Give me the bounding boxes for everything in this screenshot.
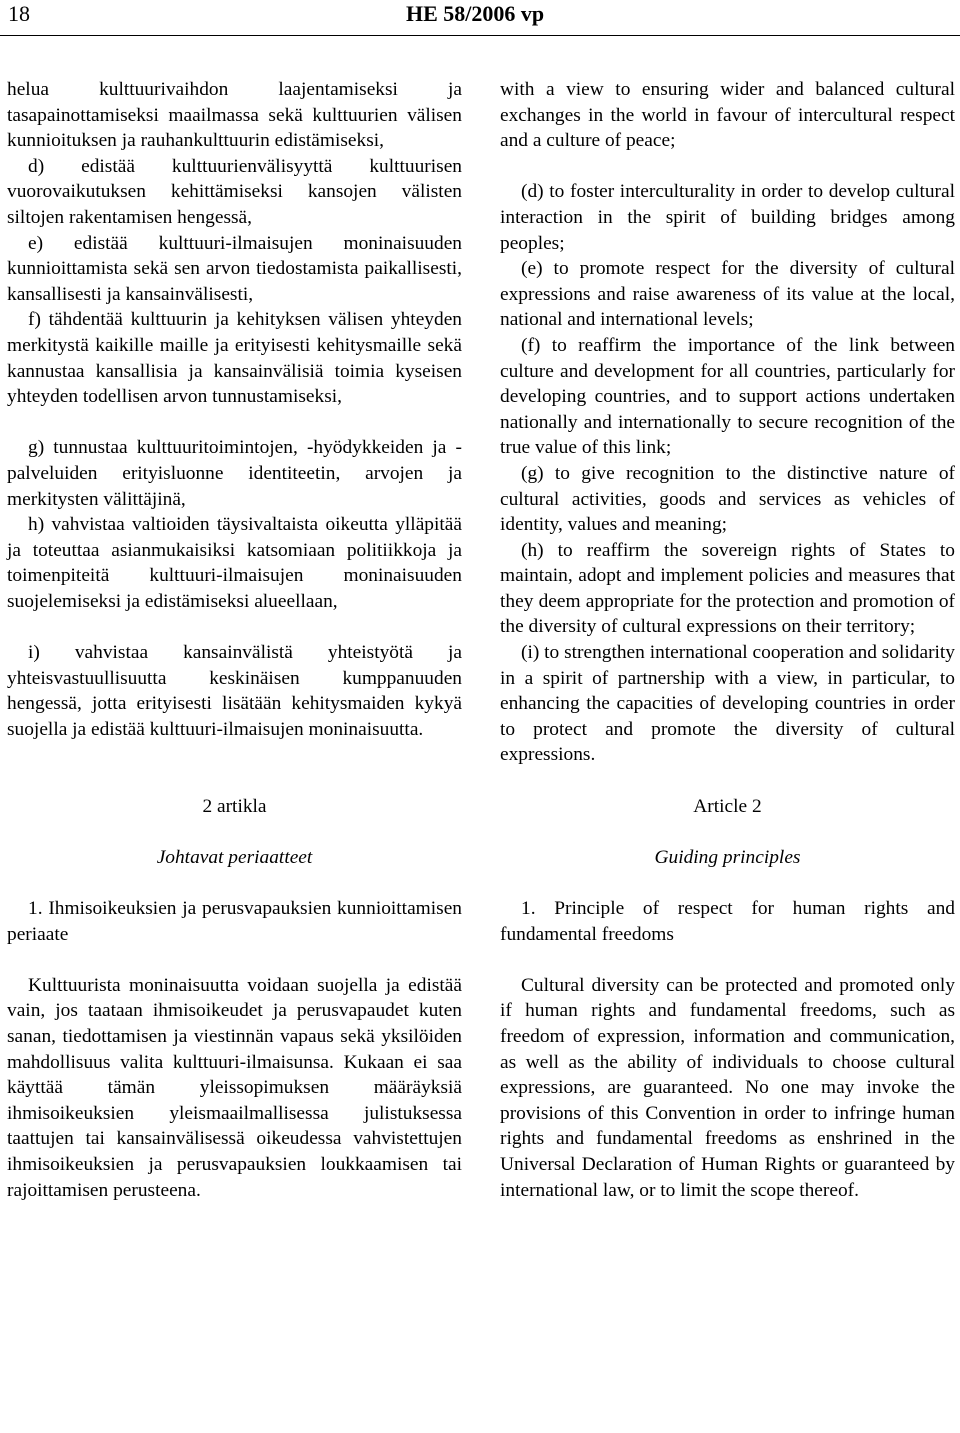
- en-item-h: (h) to reaffirm the sovereign rights of States to maintain, adopt and implement policies and measures that they deem appropriate for the protection and promotion of the diversity of cultural expressions on their territory;: [500, 539, 955, 638]
- document-id: HE 58/2006 vp: [406, 1, 545, 26]
- en-item-f: (f) to reaffirm the importance of the link between culture and development for all countries, particularly for developing countries, and to support actions undertaken nationally and internationally to secure recognition of the true value of this link;: [500, 334, 955, 459]
- fi-item-e: e) edistää kulttuuri-ilmaisujen moninaisuuden kunnioittamista sekä sen arvon tiedostamista paikallisesti, kansallisesti ja kansainvälisesti,: [7, 232, 462, 305]
- fi-article-title: Johtavat periaatteet: [156, 846, 313, 868]
- page-header: [0, 0, 960, 36]
- page-number: 18: [8, 1, 30, 26]
- fi-item-f: f) tähdentää kulttuurin ja kehityksen välisen yhteyden merkitystä kaikille maille ja erityisesti kehitysmaille sekä kannustaa kansallisia ja kansainvälisiä toimia kyseisen yhteyden todellisen arvon tunnustamiseksi,: [7, 309, 462, 408]
- fi-item-h: h) vahvistaa valtioiden täysivaltaista oikeutta ylläpitää ja toteuttaa asianmukaisiksi katsomiaan politiikkoja ja toimenpiteitä kulttuuri-ilmaisujen moninaisuuden suojelemiseksi ja edistämiseksi alueellaan,: [7, 514, 462, 612]
- fi-principle-title: 1. Ihmisoikeuksien ja perusvapauksien kunnioittamisen periaate: [7, 898, 462, 945]
- en-intro: with a view to ensuring wider and balanced cultural exchanges in the world in favour of intercultural respect and a culture of peace;: [500, 79, 955, 152]
- en-principle-body: Cultural diversity can be protected and promoted only if human rights and fundamental freedoms, such as freedom of expression, information and communication, as well as the ability of individuals to choose cultural expressions, are guaranteed. No one may invoke the provisions of this Convention in order to infringe human rights and fundamental freedoms as enshrined in the Universal Declaration of Human Rights or guaranteed by international law, or to limit the scope thereof.: [500, 974, 955, 1201]
- en-principle-title: 1. Principle of respect for human rights and fundamental freedoms: [500, 898, 955, 945]
- en-item-e: (e) to promote respect for the diversity of cultural expressions and raise awareness of its value at the local, national and international levels;: [500, 258, 955, 331]
- fi-principle-body: Kulttuurista moninaisuutta voidaan suojella ja edistää vain, jos taataan ihmisoikeudet ja perusvapaudet kuten sanan, tiedottamisen ja viestinnän vapaus sekä yksilöiden mahdollisuus valita kulttuuri-ilmaisunsa. Kukaan ei saa käyttää tämän yleissopimuksen määräyksiä ihmisoikeuksien yleismaailmallisessa julistuksessa taattujen tai kansainvälisessä oikeudessa vahvistettujen ihmisoikeuksien ja perusvapauksien loukkaamisen tai rajoittamisen perusteena.: [7, 974, 462, 1201]
- en-item-d: (d) to foster interculturality in order to develop cultural interaction in the spirit of building bridges among peoples;: [500, 181, 955, 254]
- en-item-i: (i) to strengthen international cooperation and solidarity in a spirit of partnership with a view, in particular, to enhancing the capacities of developing countries in order to protect and promote the diversity of cultural expressions.: [500, 642, 956, 766]
- finnish-column: [7, 77, 462, 1203]
- english-column: [500, 77, 955, 1203]
- en-item-g: (g) to give recognition to the distinctive nature of cultural activities, goods and services as vehicles of identity, values and meaning;: [500, 462, 955, 536]
- fi-article-label: 2 artikla: [202, 795, 267, 817]
- en-article-title: Guiding principles: [654, 846, 801, 868]
- fi-item-d: d) edistää kulttuurienvälisyyttä kulttuurisen vuorovaikutuksen kehittämiseksi kansojen välisten siltojen rakentamisen hengessä,: [7, 155, 462, 228]
- fi-item-g: g) tunnustaa kulttuuritoimintojen, -hyödykkeiden ja -palveluiden erityisluonne identiteetin, arvojen ja merkitysten välittäjinä,: [7, 437, 462, 510]
- fi-item-i: i) vahvistaa kansainvälistä yhteistyötä ja yhteisvastuullisuutta keskinäisen kumppanuuden hengessä, jotta erityisesti lisätään kehitysmaiden kykyä suojella ja edistää kulttuuri-ilmaisujen moninaisuutta.: [7, 642, 462, 740]
- fi-intro: helua kulttuurivaihdon laajentamiseksi ja tasapainottamiseksi maailmassa sekä kulttuurien välisen kunnioituksen ja rauhankulttuurin edistämiseksi,: [7, 79, 462, 152]
- en-article-label: Article 2: [693, 795, 762, 817]
